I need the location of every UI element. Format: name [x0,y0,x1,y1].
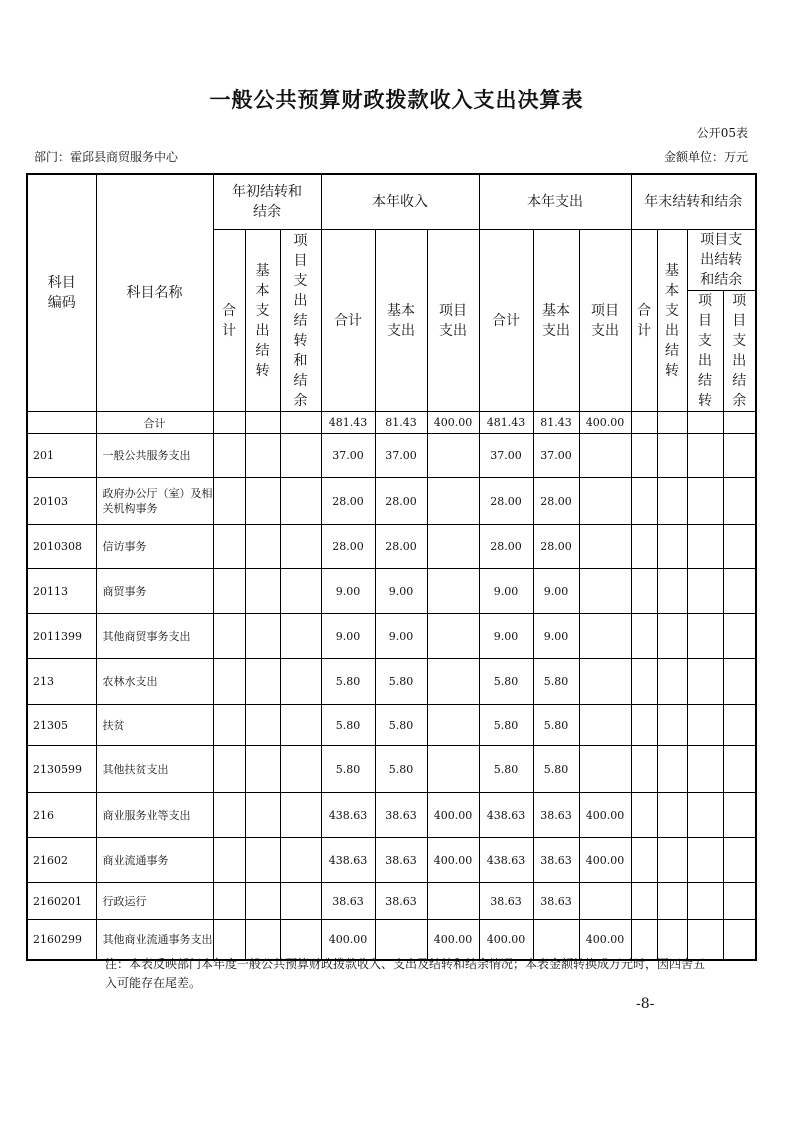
row-expense-project: 400.00 [579,793,631,838]
row-end-basic-carry [657,793,687,838]
row-begin-project [280,793,321,838]
row-name: 其他商业流通事务支出 [96,920,213,960]
row-expense-total: 438.63 [479,838,533,883]
row-end-total [631,705,657,746]
row-expense-basic: 5.80 [533,746,579,793]
total-expense-total: 481.43 [479,412,533,434]
row-begin-basic-carry [245,746,280,793]
row-expense-project [579,659,631,705]
header-expense-total: 合计 [479,230,533,412]
row-income-total: 9.00 [321,614,375,659]
row-end-total [631,659,657,705]
row-begin-basic-carry [245,883,280,920]
row-code: 201 [27,434,96,478]
row-end-project-balance [723,705,756,746]
row-expense-basic: 5.80 [533,705,579,746]
row-income-project [427,614,479,659]
header-begin-project-carry-balance: 项目支出结转和结余 [293,232,308,409]
row-begin-project [280,569,321,614]
row-end-total [631,614,657,659]
row-begin-basic-carry [245,793,280,838]
table-row [27,883,756,920]
row-expense-basic: 9.00 [533,614,579,659]
row-income-basic: 5.80 [375,705,427,746]
row-begin-basic-carry [245,920,280,960]
row-income-total: 5.80 [321,659,375,705]
row-begin-total [213,920,245,960]
header-code: 科目编码 [27,174,96,412]
row-end-basic-carry [657,569,687,614]
row-begin-total [213,614,245,659]
row-expense-project [579,746,631,793]
row-end-project-balance [723,883,756,920]
row-expense-basic: 28.00 [533,525,579,569]
row-income-project [427,569,479,614]
row-begin-total [213,478,245,525]
row-expense-total: 37.00 [479,434,533,478]
row-income-total: 9.00 [321,569,375,614]
row-name: 一般公共服务支出 [96,434,213,478]
row-end-project-carry [687,838,723,883]
row-end-project-carry [687,525,723,569]
row-expense-project [579,614,631,659]
row-expense-project [579,434,631,478]
row-code: 213 [27,659,96,705]
row-end-project-carry [687,705,723,746]
header-income-group: 本年收入 [321,174,479,230]
row-code: 21305 [27,705,96,746]
row-end-project-carry [687,746,723,793]
row-income-basic: 5.80 [375,659,427,705]
row-expense-project [579,569,631,614]
total-row [27,412,756,434]
row-begin-project [280,434,321,478]
row-begin-project [280,478,321,525]
row-code: 2130599 [27,746,96,793]
row-begin-basic-carry [245,525,280,569]
row-begin-project [280,659,321,705]
row-begin-total [213,838,245,883]
row-income-project [427,746,479,793]
row-end-project-balance [723,478,756,525]
row-end-total [631,920,657,960]
table-row [27,478,756,525]
row-income-project [427,478,479,525]
row-expense-project [579,478,631,525]
row-income-total: 5.80 [321,746,375,793]
row-end-project-balance [723,659,756,705]
table-row [27,659,756,705]
row-end-project-carry [687,614,723,659]
row-expense-project [579,883,631,920]
row-name: 其他扶贫支出 [96,746,213,793]
row-end-total [631,434,657,478]
row-end-total [631,793,657,838]
budget-table [26,173,757,961]
row-income-project [427,434,479,478]
row-end-project-carry [687,569,723,614]
row-income-total: 38.63 [321,883,375,920]
row-name: 农林水支出 [96,659,213,705]
row-income-total: 37.00 [321,434,375,478]
row-begin-total [213,746,245,793]
row-name: 商贸事务 [96,569,213,614]
row-end-project-balance [723,838,756,883]
row-expense-total: 9.00 [479,614,533,659]
row-end-project-balance [723,920,756,960]
page-title: 一般公共预算财政拨款收入支出决算表 [209,88,584,112]
row-end-project-carry [687,883,723,920]
row-expense-total: 5.80 [479,659,533,705]
row-code: 216 [27,793,96,838]
row-end-project-balance [723,434,756,478]
header-end-project-group: 项目支出结转和结余 [687,230,756,291]
row-begin-total [213,569,245,614]
row-income-basic: 28.00 [375,478,427,525]
row-begin-project [280,525,321,569]
row-begin-basic-carry [245,434,280,478]
row-income-basic: 38.63 [375,793,427,838]
table-row [27,838,756,883]
row-expense-basic: 5.80 [533,659,579,705]
row-end-basic-carry [657,920,687,960]
row-income-project: 400.00 [427,793,479,838]
row-begin-total [213,434,245,478]
row-end-basic-carry [657,434,687,478]
page-number: -8- [636,996,655,1012]
row-begin-total [213,883,245,920]
row-begin-basic-carry [245,659,280,705]
row-expense-basic: 9.00 [533,569,579,614]
row-income-basic: 9.00 [375,569,427,614]
row-income-total: 438.63 [321,793,375,838]
footnote: 注：本表反映部门本年度一般公共预算财政拨款收入、支出及结转和结余情况；本表金额转换成万元时，因四舍五入可能存在尾差。 [105,957,706,990]
row-income-basic: 5.80 [375,746,427,793]
row-expense-total: 38.63 [479,883,533,920]
row-expense-basic: 38.63 [533,838,579,883]
row-expense-total: 5.80 [479,705,533,746]
header-begin-group: 年初结转和结余 [213,174,321,230]
row-begin-basic-carry [245,569,280,614]
department-label: 部门：霍邱县商贸服务中心 [34,150,179,164]
row-name: 商业流通事务 [96,838,213,883]
header-end-total: 合计 [637,302,651,339]
row-code: 2010308 [27,525,96,569]
row-begin-basic-carry [245,705,280,746]
total-income-project: 400.00 [427,412,479,434]
row-end-project-balance [723,569,756,614]
total-expense-project: 400.00 [579,412,631,434]
header-income-basic: 基本支出 [375,230,427,412]
row-income-project: 400.00 [427,920,479,960]
row-begin-total [213,659,245,705]
row-code: 21602 [27,838,96,883]
header-end-project-balance: 项目支出结余 [732,293,747,409]
row-income-basic: 9.00 [375,614,427,659]
row-end-project-balance [723,614,756,659]
table-row [27,525,756,569]
row-expense-project: 400.00 [579,920,631,960]
row-end-total [631,525,657,569]
row-income-project [427,883,479,920]
row-expense-project [579,705,631,746]
row-income-basic: 28.00 [375,525,427,569]
row-expense-total: 5.80 [479,746,533,793]
row-income-total: 438.63 [321,838,375,883]
row-begin-project [280,883,321,920]
header-end-project-carry: 项目支出结转 [698,293,712,409]
row-expense-total: 400.00 [479,920,533,960]
row-begin-project [280,920,321,960]
row-end-total [631,569,657,614]
row-end-project-balance [723,793,756,838]
row-income-total: 5.80 [321,705,375,746]
row-income-total: 28.00 [321,525,375,569]
table-row [27,614,756,659]
row-end-total [631,838,657,883]
header-end-group: 年末结转和结余 [631,174,756,230]
row-end-project-carry [687,478,723,525]
header-end-basic-carry: 基本支出结转 [665,262,679,379]
header-begin-total: 合计 [222,302,236,339]
row-end-basic-carry [657,614,687,659]
total-expense-basic: 81.43 [533,412,579,434]
row-end-basic-carry [657,659,687,705]
row-name: 信访事务 [96,525,213,569]
row-begin-total [213,793,245,838]
row-name: 商业服务业等支出 [96,793,213,838]
row-expense-basic: 28.00 [533,478,579,525]
row-end-project-carry [687,659,723,705]
row-income-project: 400.00 [427,838,479,883]
form-number: 公开05表 [696,126,748,140]
table-row [27,793,756,838]
row-begin-project [280,614,321,659]
row-begin-basic-carry [245,838,280,883]
header-expense-group: 本年支出 [479,174,631,230]
row-end-basic-carry [657,838,687,883]
row-name: 其他商贸事务支出 [96,614,213,659]
row-end-total [631,746,657,793]
amount-unit-label: 金额单位：万元 [663,150,748,164]
total-label: 合计 [96,412,213,434]
table-row [27,569,756,614]
header-income-project: 项目支出 [427,230,479,412]
row-expense-total: 28.00 [479,525,533,569]
row-expense-project: 400.00 [579,838,631,883]
row-begin-basic-carry [245,614,280,659]
row-end-basic-carry [657,746,687,793]
header-expense-basic: 基本支出 [533,230,579,412]
row-name: 行政运行 [96,883,213,920]
row-end-project-balance [723,746,756,793]
row-expense-basic: 38.63 [533,883,579,920]
row-expense-project [579,525,631,569]
row-name: 政府办公厅（室）及相关机构事务 [96,478,213,525]
row-expense-total: 9.00 [479,569,533,614]
row-code: 20103 [27,478,96,525]
row-begin-total [213,525,245,569]
row-expense-basic: 38.63 [533,793,579,838]
total-income-total: 481.43 [321,412,375,434]
row-end-basic-carry [657,525,687,569]
row-income-total: 400.00 [321,920,375,960]
row-end-total [631,883,657,920]
row-end-total [631,478,657,525]
row-begin-basic-carry [245,478,280,525]
row-code: 2160201 [27,883,96,920]
header-income-total: 合计 [321,230,375,412]
table-row [27,746,756,793]
row-income-basic: 38.63 [375,838,427,883]
row-end-project-carry [687,793,723,838]
header-expense-project: 项目支出 [579,230,631,412]
row-end-project-balance [723,525,756,569]
total-income-basic: 81.43 [375,412,427,434]
row-expense-total: 438.63 [479,793,533,838]
row-end-basic-carry [657,705,687,746]
table-row [27,434,756,478]
row-begin-project [280,838,321,883]
row-income-project [427,659,479,705]
row-end-project-carry [687,434,723,478]
row-income-project [427,525,479,569]
header-name: 科目名称 [96,174,213,412]
table-row [27,920,756,960]
header-begin-basic-carry: 基本支出结转 [255,262,270,379]
row-end-project-carry [687,920,723,960]
row-code: 2011399 [27,614,96,659]
row-expense-total: 28.00 [479,478,533,525]
row-expense-basic: 37.00 [533,434,579,478]
row-income-project [427,705,479,746]
row-income-basic: 37.00 [375,434,427,478]
row-income-basic: 38.63 [375,883,427,920]
row-income-basic [375,920,427,960]
row-end-basic-carry [657,478,687,525]
row-expense-basic [533,920,579,960]
row-name: 扶贫 [96,705,213,746]
row-begin-project [280,705,321,746]
row-begin-project [280,746,321,793]
row-begin-total [213,705,245,746]
row-income-total: 28.00 [321,478,375,525]
row-end-basic-carry [657,883,687,920]
table-row [27,705,756,746]
row-code: 2160299 [27,920,96,960]
row-code: 20113 [27,569,96,614]
